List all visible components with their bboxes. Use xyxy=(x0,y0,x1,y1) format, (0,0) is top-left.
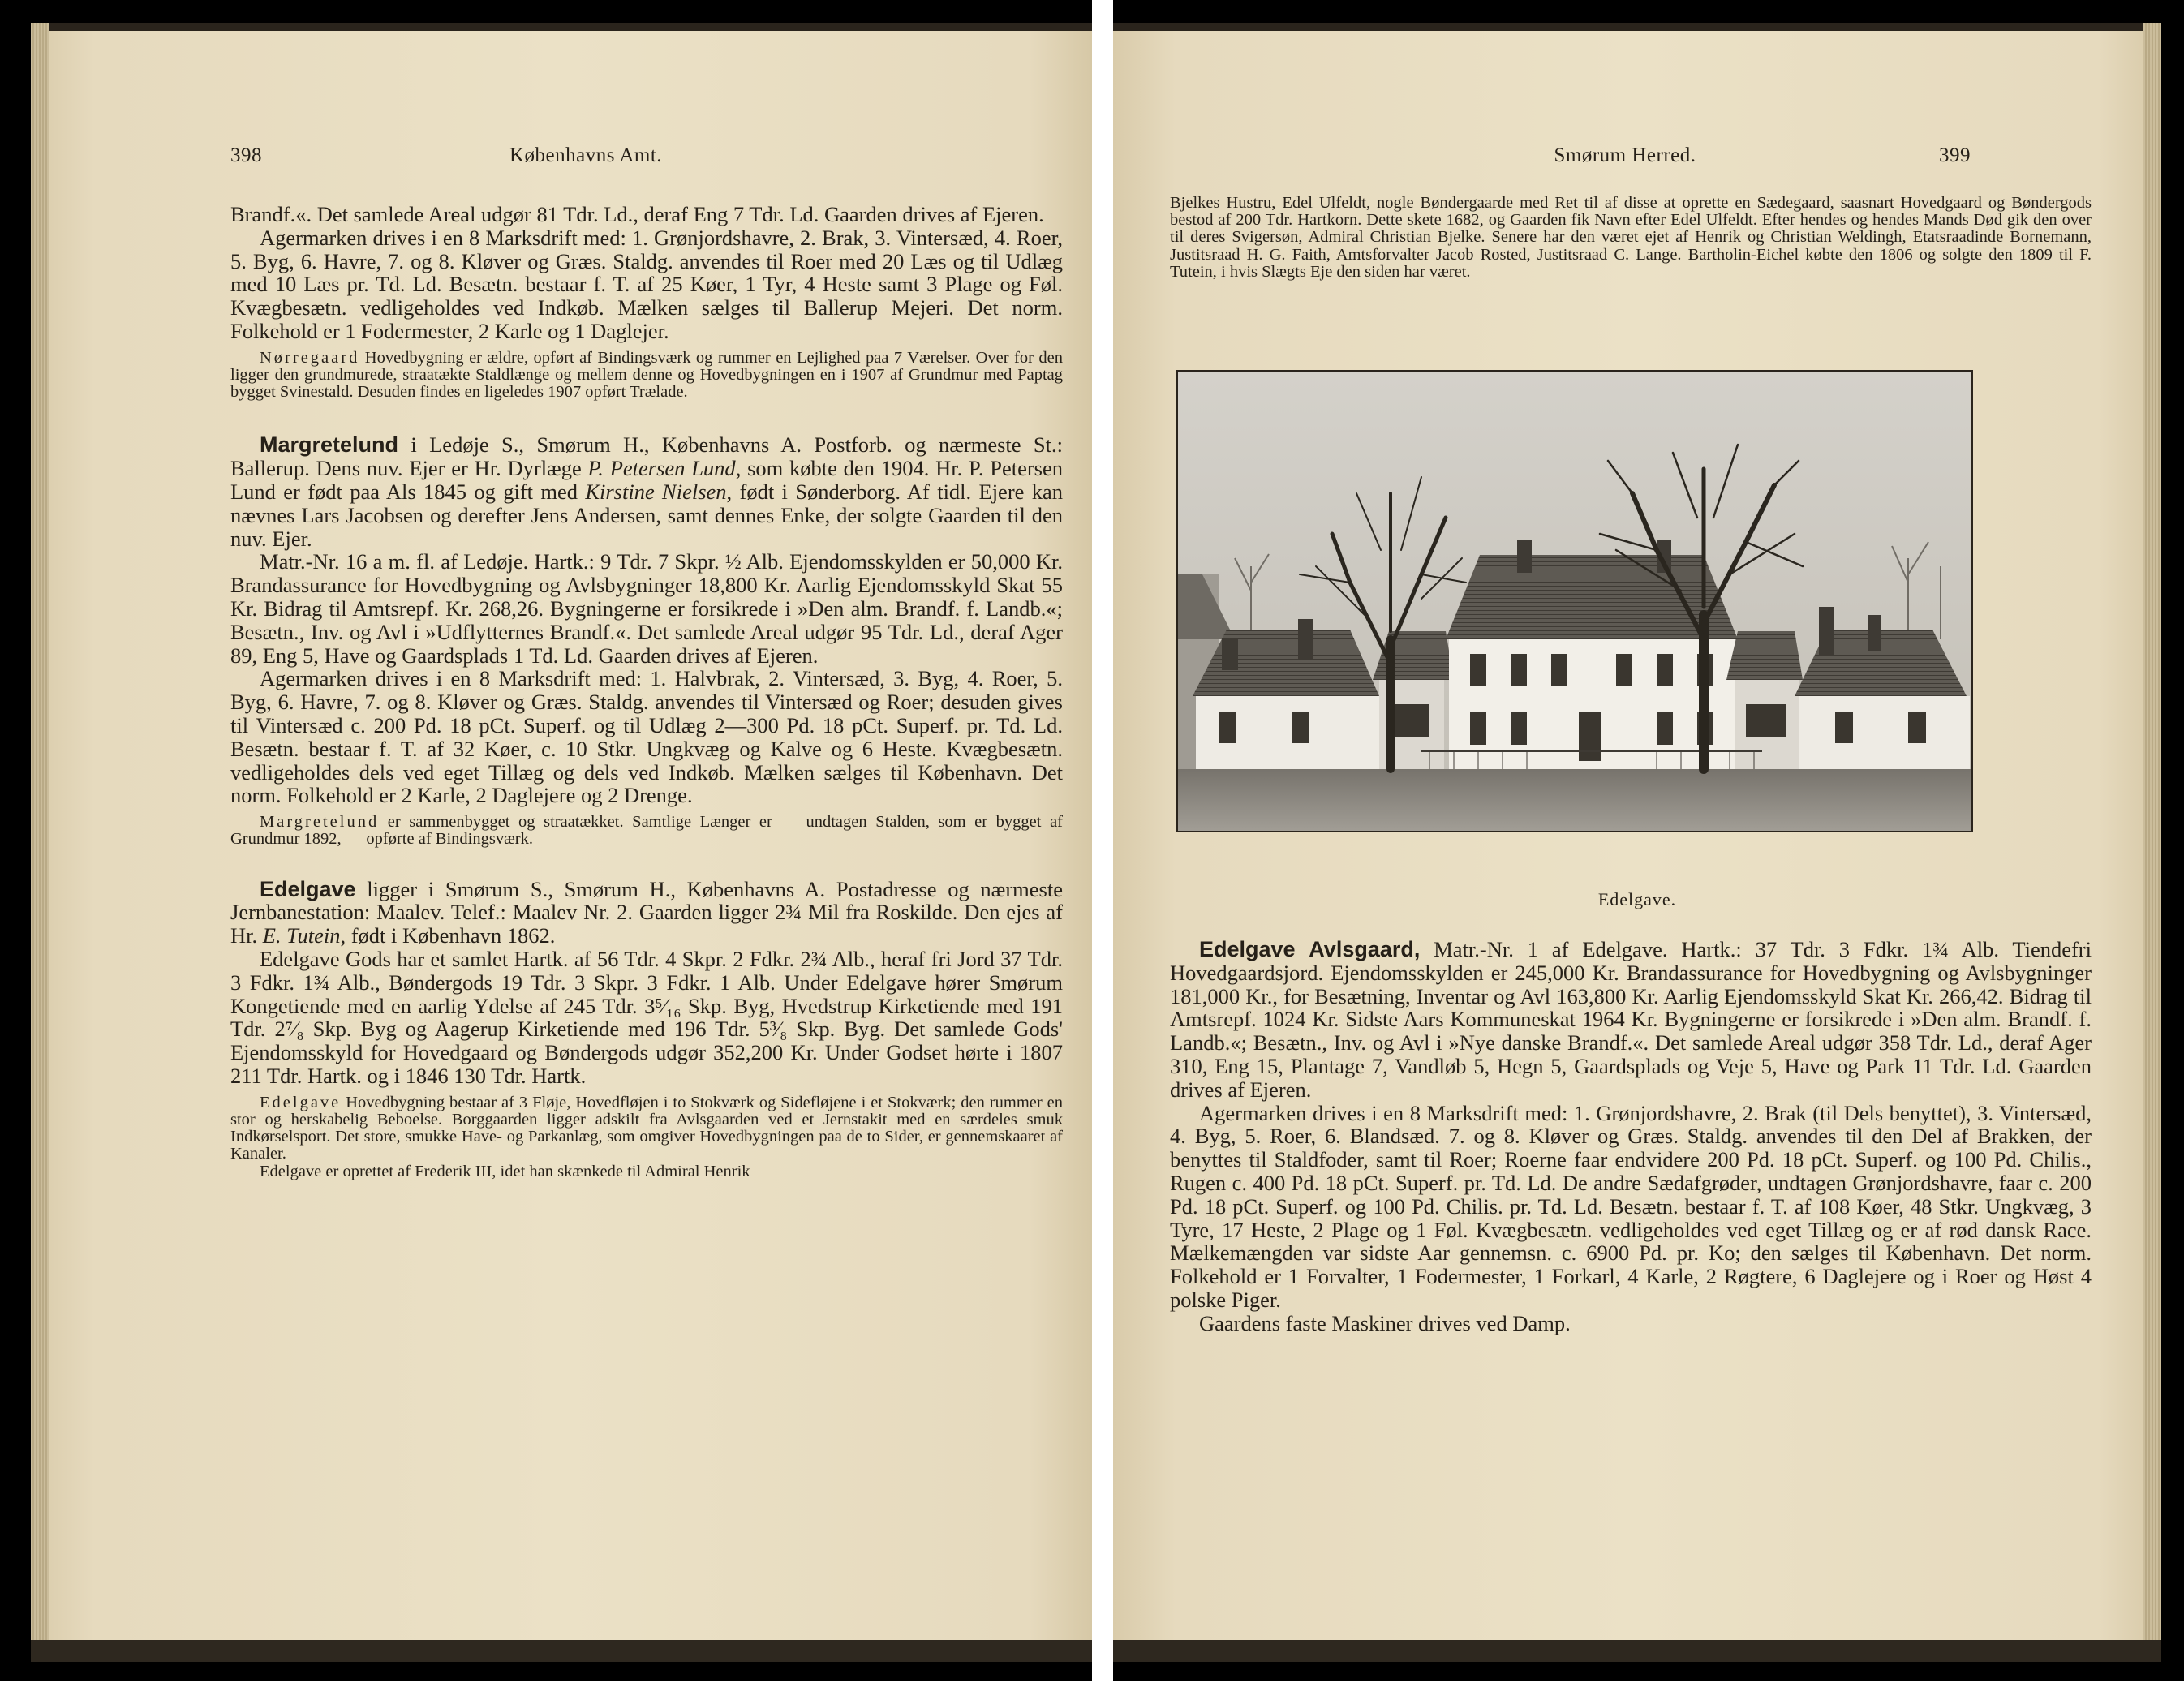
entry-edelgave: Edelgave ligger i Smørum S., Smørum H., Københavns A. Postadresse og nærmeste Jernbanestation: Maalev. Telef.: Maalev Nr. 2. Gaarden ligger 2¾ Mil fra Roskilde. Den ejes af Hr. E. Tutein, født i København 1862. xyxy=(230,876,1063,948)
left-text-column xyxy=(230,203,1063,1180)
page-top-shadow xyxy=(1113,23,2161,31)
entry-title: Edelgave Avlsgaard, xyxy=(1199,937,1421,961)
note-text: Hovedbygning er ældre, opført af Bindingsværk og rummer en Lejlighed paa 7 Værelser. Over for den ligger den grundmurede, straatækte Staldlænge og mellem denne og Hovedbygningen en i 1907 af Grundmur med Paptag bygget Svinestald. Desuden findes en ligeledes 1907 opført Trælade. xyxy=(230,348,1063,402)
history-note: Bjelkes Hustru, Edel Ulfeldt, nogle Bøndergaarde med Ret til af disse at oprette en Sædegaard, saasnart Hovedgaard og Bøndergods bestod af 200 Tdr. Hartkorn. Dette skete 1682, og Gaarden fik Navn efter Edel Ulfeldt. Efter hendes og hendes Mands Død gik den over til deres Svigersøn, Admiral Christian Bjelke. Senere har den været ejet af Henrik og Christian Weldingh, Etatsraadinde Bornemann, Justitsraad H. G. Faith, Amtsforvalter Jacob Rosted, Justitsraad C. Lange. Bartholin-Eichel købte den 1806 og solgte den 1809 til F. Tutein, i hvis Slægts Eje den siden har været. xyxy=(1170,194,2092,281)
building-note: Margretelund er sammenbygget og straatækket. Samtlige Længer er — undtagen Stalden, som er bygget af Grundmur 1892, — opførte af Bindingsværk. xyxy=(230,813,1063,849)
wife-name: Kirstine Nielsen xyxy=(585,479,727,504)
paragraph: Agermarken drives i en 8 Marksdrift med: 1. Grønjordshavre, 2. Brak (til Dels benyttet), 3. Vintersæd, 4. Byg, 5. Roer, 6. Blandsæd. 7. og 8. Kløver og Græs. Staldg. anvendes til den Del af Brakken, der benyttes til Staldfoder, samt til Roer; Roerne faar endvidere 200 Pd. 18 pCt. Superf. og 100 Pd. Chilis., Rugen c. 400 Pd. 18 pCt. Superf. pr. Td. Ld. De andre Sædafgrøder, undtagen Grønjordshavre, faar c. 200 Pd. 18 pCt. Superf. og 100 Pd. Chilis. pr. Td. Ld. Besætn. bestaar f. T. af 108 Køer, 48 Stkr. Ungkvæg, 3 Tyre, 17 Heste, 2 Plage og 1 Føl. Kvægbesætn. vedligeholdes ved eget Tillæg og er af rød dansk Race. Mælkemængden var sidste Aar gennemsn. c. 6900 Pd. pr. Ko; den sælges til København. Det norm. Folkehold er 1 Forvalter, 1 Fodermester, 1 Forkarl, 4 Karle, 2 Røgtere, 6 Daglejere og i Roer og Høst 4 polske Piger. xyxy=(1170,1100,2092,1312)
entry-margretelund: Margretelund i Ledøje S., Smørum H., Københavns A. Postforb. og nærmeste St.: Ballerup. Dens nuv. Ejer er Hr. Dyrlæge P. Petersen Lund, som købte den 1904. Hr. P. Petersen Lund er født paa Als 1845 og gift med Kirstine Nielsen, født i Sønderborg. Af tidl. Ejere kan nævnes Lars Jacobsen og derefter Jens Andersen, samt dennes Enke, der solgte Gaarden til den nuv. Ejer. xyxy=(230,432,1064,551)
spaced-name: Nørregaard xyxy=(260,348,360,367)
page-bottom-shadow xyxy=(31,1640,1092,1662)
owner-name: P. Petersen Lund xyxy=(587,456,736,481)
entry-avlsgaard: Edelgave Avlsgaard, Matr.-Nr. 1 af Edelgave. Hartk.: 37 Tdr. 3 Fdkr. 1¾ Alb. Tiendefri Hovedgaardsjord. Ejendomsskylden er 245,000 Kr. Brandassurance for Hovedbygning og Avlsbygninger 181,000 Kr., for Besætning, Inventar og Avl 163,800 Kr. Aarlig Ejendomsskyld Skat Kr. 266,42. Bidrag til Amtsrepf. 1024 Kr. Sidste Aars Kommuneskat 1964 Kr. Bygningerne er forsikrede i »Den alm. Brandf. f. Landb.«; Besætn., Inv. og Avl i »Nye danske Brandf.«. Det samlede Areal udgør 358 Tdr. Ld., deraf Ager 310, Eng 15, Plantage 7, Vandløb 5, Hegn 5, Gaardsplads og Veje 5, Have og Park 11 Tdr. Ld. Gaarden drives af Ejeren. xyxy=(1170,937,2092,1102)
page-edge xyxy=(31,23,49,1662)
page-number-right: 399 xyxy=(1939,144,1971,166)
page-divider xyxy=(1092,0,1113,1681)
entry-title: Edelgave xyxy=(260,876,356,901)
right-text-column xyxy=(1170,938,2092,1335)
paragraph: Agermarken drives i en 8 Marksdrift med: 1. Halvbrak, 2. Vintersæd, 3. Byg, 4. Roer, 5. Byg, 6. Havre, 7. og 8. Kløver og Græs. Staldg. anvendes til Vintersæd og Roer; desuden gives til Vintersæd c. 200 Pd. 18 pCt. Superf. og til Udlæg 2—300 Pd. 18 pCt. Superf. pr. Td. Ld. Besætn. bestaar f. T. af 32 Køer, c. 10 Stkr. Ungkvæg og Kalve og 6 Heste. Kvægbesætn. vedligeholdes dels ved eget Tillæg og dels ved Indkøb. Mælken sælges til København. Det norm. Folkehold er 2 Karle, 2 Daglejere og 2 Drenge. xyxy=(230,666,1063,808)
paragraph: Matr.-Nr. 16 a m. fl. af Ledøje. Hartk.: 9 Tdr. 7 Skpr. ½ Alb. Ejendomsskylden er 50,000 Kr. Brandassurance for Hovedbygning og Avlsbygninger 18,800 Kr. Aarlig Ejendomsskyld Skat 55 Kr. Bidrag til Amtsrepf. Kr. 268,26. Bygningerne er forsikrede i »Den alm. Brandf. f. Landb.«; Besætn., Inv. og Avl i »Udflytternes Brandf.«. Det samlede Areal udgør 95 Tdr. Ld., deraf Ager 89, Eng 5, Have og Gaardsplads 1 Td. Ld. Gaarden drives af Ejeren. xyxy=(230,549,1063,668)
paragraph: Brandf.«. Det samlede Areal udgør 81 Tdr. Ld., deraf Eng 7 Tdr. Ld. Gaarden drives af Ejeren. xyxy=(230,202,1044,226)
building-note xyxy=(230,350,1063,402)
building-note: Edelgave Hovedbygning bestaar af 3 Fløje, Hovedfløjen i to Stokværk og Sidefløjene i et Stokværk; den rummer en stor og herskabelig Beboelse. Borggaarden ligger adskilt fra Avlsgaarden ved et Jernstakit med en særdeles smuk Indkørselsport. Det store, smukke Have- og Parkanlæg, som omgiver Hovedbygningen paa de to Sider, er gennemskaaret af Kanaler. xyxy=(230,1093,1063,1163)
paragraph: Agermarken drives i en 8 Marksdrift med: 1. Grønjordshavre, 2. Brak, 3. Vintersæd, 4. Roer, 5. Byg, 6. Havre, 7. og 8. Kløver og Græs. Staldg. anvendes til Roer med 20 Læs og til Udlæg med 10 Læs pr. Td. Ld. Besætn. bestaar f. T. af 25 Køer, 1 Tyr, 4 Heste samt 3 Plage og Føl. Kvægbesætn. vedligeholdes ved Indkøb. Mælken sælges til Ballerup Mejeri. Det norm. Folkehold er 1 Fodermester, 2 Karle og 1 Daglejer. xyxy=(230,225,1063,343)
page-bottom-shadow xyxy=(1113,1640,2161,1662)
manor-photo xyxy=(1176,370,1973,832)
page-number-left: 398 xyxy=(230,144,262,166)
right-top-note xyxy=(1170,195,2092,281)
paragraph: Edelgave Gods har et samlet Hartk. af 56 Tdr. 4 Skpr. 2 Fdkr. 2¾ Alb., heraf fri Jord 37 Tdr. 3 Fdkr. 1¾ Alb., Bøndergods 19 Tdr. 3 Skpr. 3 Fdkr. 1 Alb. Under Edelgave hører Smørum Kongetiende med en aarlig Ydelse af 245 Tdr. 3⁵⁄₁₆ Skp. Byg, Hvedstrup Kirketiende med 191 Tdr. 2⁷⁄₈ Skp. Byg og Aagerup Kirketiende med 196 Tdr. 5³⁄₈ Skp. Byg. Det samlede Gods' Ejendomsskyld for Hovedgaard og Bøndergods udgør 352,200 Kr. Under Godset hørte i 1807 211 Tdr. Hartk. og i 1846 130 Tdr. Hartk. xyxy=(230,946,1063,1088)
left-page xyxy=(31,23,1092,1662)
page-edge xyxy=(2143,23,2161,1662)
right-page xyxy=(1113,23,2161,1662)
running-header-left: Københavns Amt. xyxy=(509,144,663,166)
history-note: Edelgave er oprettet af Frederik III, idet han skænkede til Admiral Henrik xyxy=(260,1162,750,1180)
page-top-shadow xyxy=(31,23,1092,31)
owner-name: E. Tutein xyxy=(262,923,341,948)
running-header-right: Smørum Herred. xyxy=(1554,144,1696,166)
photo-caption: Edelgave. xyxy=(1597,889,1677,909)
entry-title: Margretelund xyxy=(260,432,399,458)
manor-house-image xyxy=(1178,372,1971,831)
paragraph: Gaardens faste Maskiner drives ved Damp. xyxy=(1199,1310,1571,1335)
